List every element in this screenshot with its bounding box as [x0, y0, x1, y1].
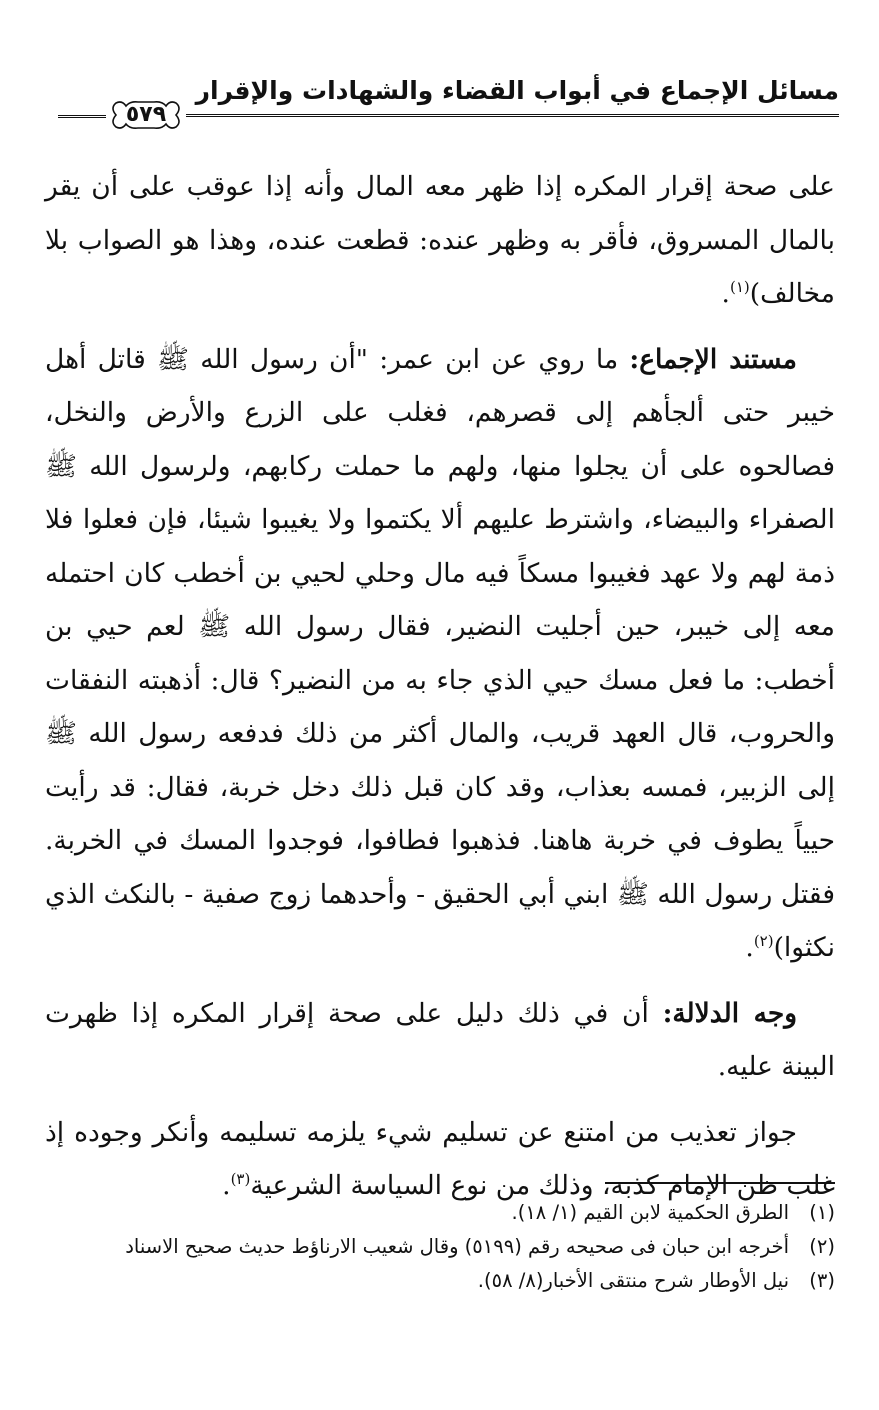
- page-number-ornament: [106, 98, 186, 132]
- footnote-ref-3: (٣): [230, 1170, 251, 1189]
- header-rule-left: [58, 115, 106, 118]
- heading-indication: وجه الدلالة:: [662, 997, 797, 1029]
- footnote: (١) الطرق الحكمية لابن القيم (١/ ١٨).: [511, 1201, 835, 1224]
- footnote-ref-1: (١): [729, 278, 750, 297]
- page-header: [58, 70, 839, 132]
- heading-evidence: مستند الإجماع:: [629, 343, 797, 375]
- body-text: [45, 160, 835, 1225]
- paragraph-continuation: على صحة إقرار المكره إذا ظهر معه المال وأنه إذا عوقب على أن يقر بالمال المسروق، فأقر به وظهر عنده: قطعت عنده، وهذا هو الصواب بلا مخالف)$^{(١)}$.: [45, 171, 835, 309]
- paragraph-ruling: جواز تعذيب من امتنع عن تسليم شيء يلزمه تسليمه وأنكر وجوده إذ غلب ظن الإمام كذبه، وذلك من نوع السياسة الشرعية$^{(٣)}$.: [45, 1116, 835, 1201]
- header-rule: [186, 114, 839, 117]
- paragraph-evidence: مستند الإجماع: ما روي عن ابن عمر: "أن رسول الله ﷺ قاتل أهل خيبر حتى ألجأهم إلى قصرهم، فغلب على الزرع والأرض والنخل، فصالحوه على أن يجلوا منها، ولهم ما حملت ركابهم، ولرسول الله ﷺ الصفراء والبيضاء، واشترط عليهم ألا يكتموا ولا يغيبوا شيئا، فإن فعلوا فلا ذمة لهم ولا عهد فغيبوا مسكاً فيه مال وحلي لحيي بن أخطب كان احتمله معه إلى خيبر، حين أجليت النضير، فقال رسول الله ﷺ لعم حيي بن أخطب: ما فعل مسك حيي الذي جاء به من النضير؟ قال: أذهبته النفقات والحروب، قال العهد قريب، والمال أكثر من ذلك فدفعه رسول الله ﷺ إلى الزبير، فمسه بعذاب، وقد كان قبل ذلك دخل خربة، فقال: قد رأيت حيياً يطوف في خربة هاهنا. فذهبوا فطافوا، فوجدوا المسك في الخربة. فقتل رسول الله ﷺ ابني أبي الحقيق - وأحدهما زوج صفية - بالنكث الذي نكثوا)$^{(٢)}$.: [45, 343, 836, 963]
- footnote-separator: [605, 1182, 835, 1184]
- footnote: (٢) أخرجه ابن حبان فى صحيحه رقم (٥١٩٩) وقال شعيب الارناؤط حديث صحيح الاسناد: [125, 1235, 835, 1258]
- footnotes: [45, 1196, 835, 1298]
- footnote-ref-2: (٢): [753, 932, 774, 951]
- footnote: (٣) نيل الأوطار شرح منتقى الأخبار(٨/ ٥٨).: [477, 1269, 835, 1292]
- page-number: ٥٧٩: [125, 102, 167, 127]
- running-title: مسائل الإجماع في أبواب القضاء والشهادات والإقرار: [195, 76, 839, 105]
- paragraph-indication: وجه الدلالة: أن في ذلك دليل على صحة إقرار المكره إذا ظهرت البينة عليه.: [45, 997, 835, 1082]
